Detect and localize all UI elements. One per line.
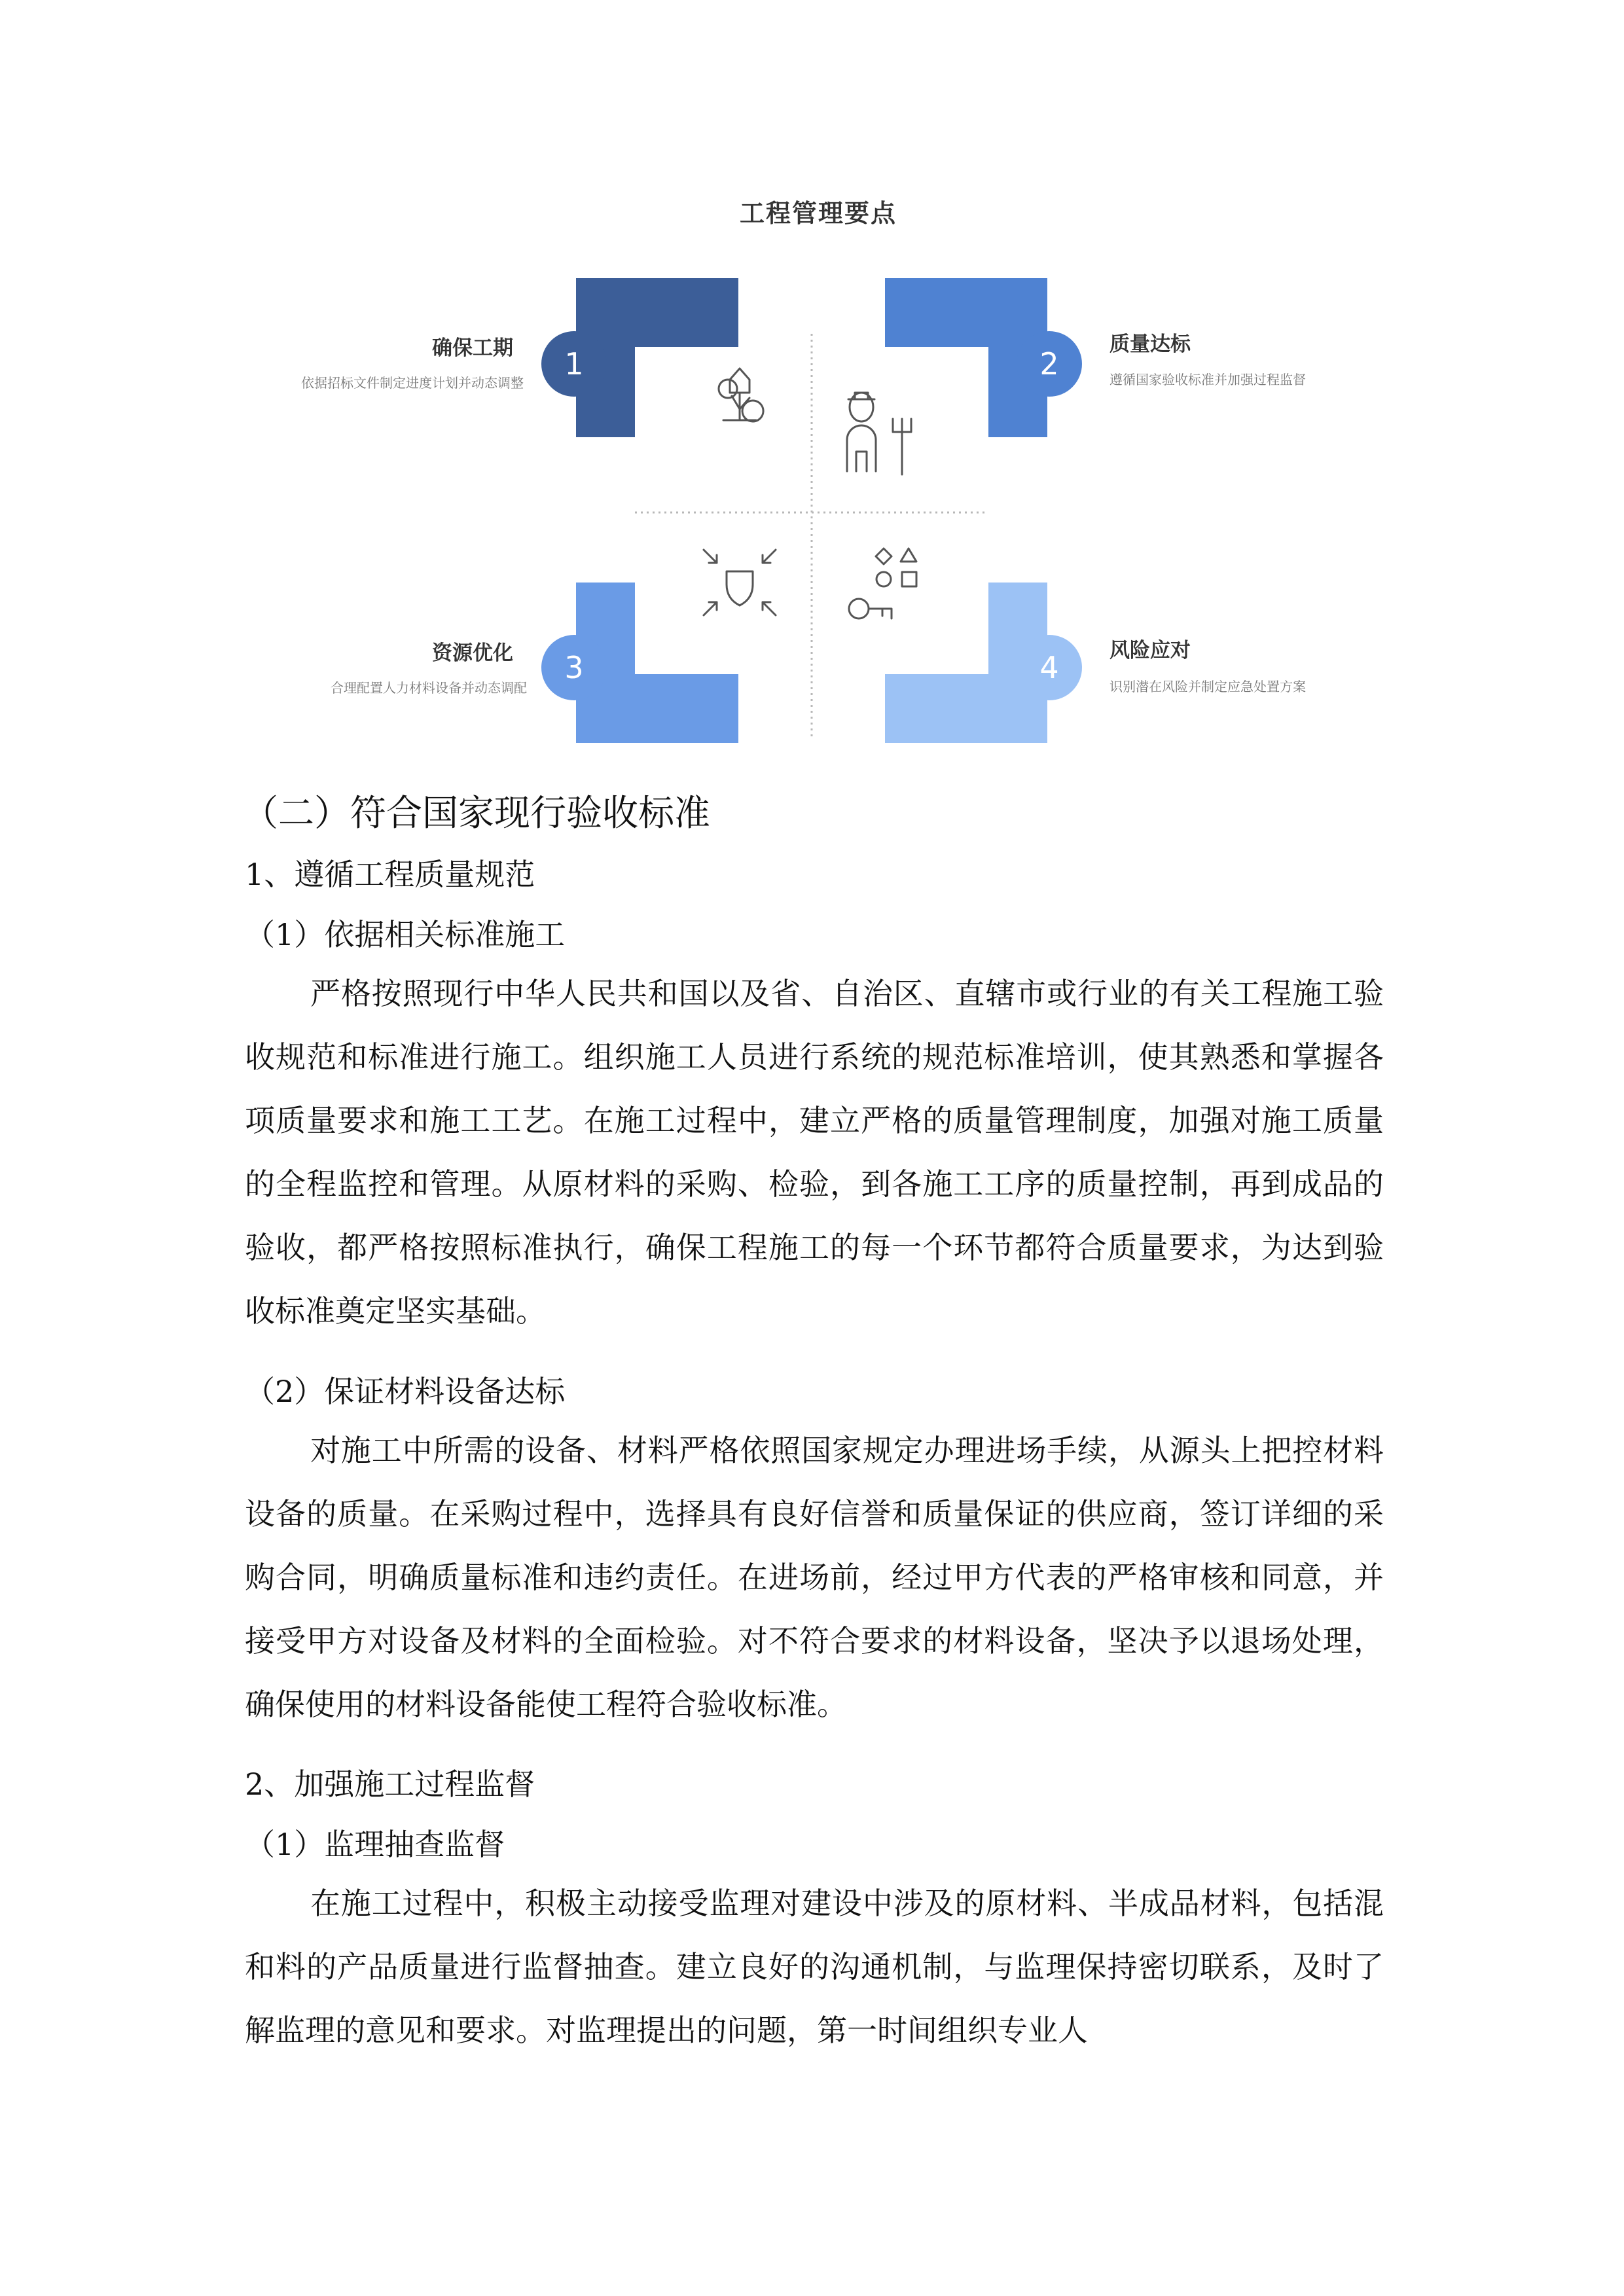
shapes-key-icon xyxy=(849,548,916,619)
paragraph-3: 在施工过程中，积极主动接受监理对建设中涉及的原材料、半成品材料，包括混和料的产品质量进行监督抽查。建立良好的沟通机制，与监理保持密切联系，及时了解监理的意见和要求。对监理提出的问题，第一时间组织专业人 xyxy=(245,1886,1384,2048)
section-title: （二）符合国家现行验收标准 xyxy=(242,792,711,834)
subheading-1-2: （2）保证材料设备达标 xyxy=(245,1374,566,1409)
management-infographic xyxy=(0,0,1624,759)
subheading-2-1: （1）监理抽查监督 xyxy=(245,1827,505,1862)
paragraph-1: 严格按照现行中华人民共和国以及省、自治区、直辖市或行业的有关工程施工验收规范和标准进行施工。组织施工人员进行系统的规范标准培训，使其熟悉和掌握各项质量要求和施工工艺。在施工过程中，建立严格的质量管理制度，加强对施工质量的全程监控和管理。从原材料的采购、检验，到各施工工序的质量控制，再到成品的验收，都严格按照标准执行，确保工程施工的每一个环节都符合质量要求，为达到验收标准奠定坚实基础。 xyxy=(245,976,1384,1329)
quadrant-2-title: 质量达标 xyxy=(1110,332,1191,356)
shield-arrows-icon xyxy=(704,550,776,615)
heading-2: 2、加强施工过程监督 xyxy=(245,1767,535,1802)
paragraph-2: 对施工中所需的设备、材料严格依照国家规定办理进场手续，从源头上把控材料设备的质量。在采购过程中，选择具有良好信誉和质量保证的供应商，签订详细的采购合同，明确质量标准和违约责任。在进场前，经过甲方代表的严格审核和同意，并接受甲方对设备及材料的全面检验。对不符合要求的材料设备，坚决予以退场处理，确保使用的材料设备能使工程符合验收标准。 xyxy=(245,1433,1384,1722)
worker-icon xyxy=(847,393,911,475)
quadrant-4-number: 4 xyxy=(1039,650,1059,685)
quadrant-2-desc: 遵循国家验收标准并加强过程监督 xyxy=(1110,372,1306,387)
quadrant-1-number: 1 xyxy=(564,346,584,382)
quadrant-1-title: 确保工期 xyxy=(432,336,513,360)
quadrant-3-number: 3 xyxy=(564,650,584,685)
quadrant-3-desc: 合理配置人力材料设备并动态调配 xyxy=(331,680,527,696)
quadrant-2-number: 2 xyxy=(1039,346,1059,382)
figure-title: 工程管理要点 xyxy=(739,199,897,228)
subheading-1-1: （1）依据相关标准施工 xyxy=(245,917,566,952)
quadrant-4-desc: 识别潜在风险并制定应急处置方案 xyxy=(1110,679,1306,694)
quadrant-4-title: 风险应对 xyxy=(1110,639,1191,662)
quadrant-3-title: 资源优化 xyxy=(432,641,513,665)
growth-plant-icon xyxy=(719,368,763,422)
heading-1: 1、遵循工程质量规范 xyxy=(245,857,535,892)
quadrant-1-desc: 依据招标文件制定进度计划并动态调整 xyxy=(301,375,524,391)
